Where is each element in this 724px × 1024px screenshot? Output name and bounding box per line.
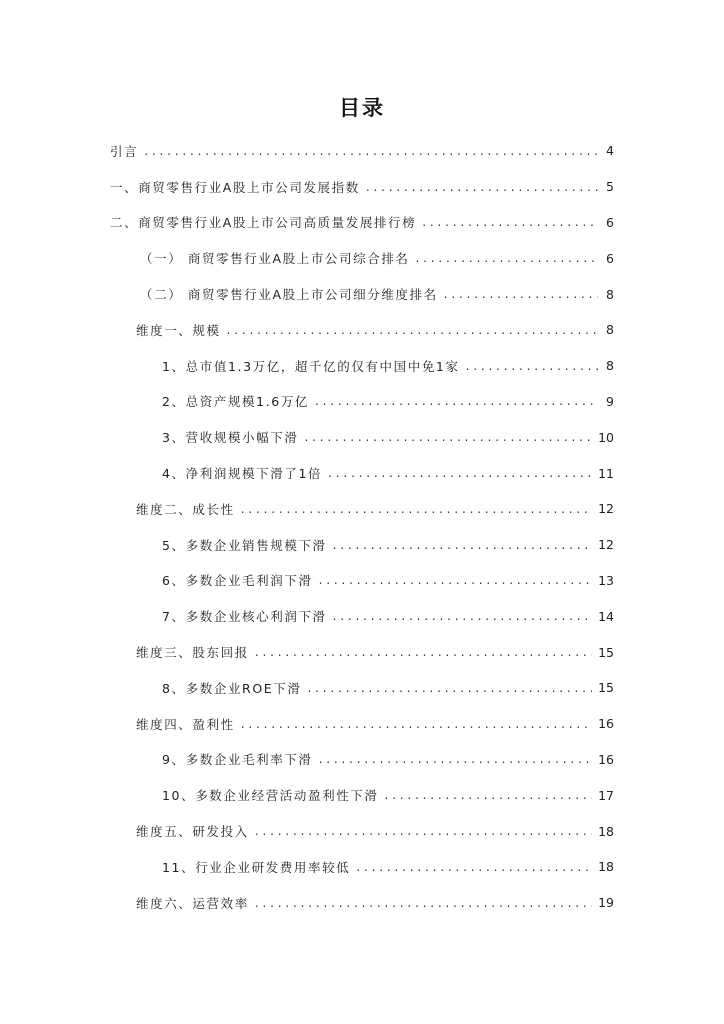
toc-page-number: 17 <box>598 787 614 803</box>
toc-entry[interactable] <box>0 563 724 599</box>
dot-leader <box>444 287 598 301</box>
toc-entry-title: 维度四、盈利性 <box>136 716 235 732</box>
dot-leader <box>241 717 592 731</box>
dot-leader <box>304 430 592 444</box>
toc-page-number: 16 <box>598 751 614 767</box>
toc-entry-title: 10、多数企业经营活动盈利性下滑 <box>162 788 379 804</box>
dot-leader <box>328 466 592 480</box>
toc-entry[interactable] <box>0 777 724 813</box>
toc-entry-title: 8、多数企业ROE下滑 <box>162 680 302 696</box>
toc-page-number: 15 <box>598 644 614 660</box>
dot-leader <box>319 752 593 766</box>
dot-leader <box>466 359 598 373</box>
toc-entry[interactable] <box>0 348 724 384</box>
toc-page-number: 8 <box>606 322 614 338</box>
toc-page-number: 8 <box>606 358 614 374</box>
toc-entry-title: 维度六、运营效率 <box>136 895 249 911</box>
toc-entry[interactable] <box>0 205 724 241</box>
dot-leader <box>307 681 592 695</box>
toc-entry-title: 4、净利润规模下滑了1倍 <box>162 466 323 482</box>
toc-page-number: 5 <box>606 179 614 195</box>
toc-entry-title: 7、多数企业核心利润下滑 <box>162 609 327 625</box>
toc-entry-title: 二、商贸零售行业A股上市公司高质量发展排行榜 <box>110 215 417 231</box>
toc-entry[interactable] <box>0 634 724 670</box>
toc-entry-title: 维度五、研发投入 <box>136 824 249 840</box>
toc-page-number: 8 <box>606 286 614 302</box>
toc-page-number: 13 <box>598 572 614 588</box>
toc-entry-title: 2、总资产规模1.6万亿 <box>162 394 310 410</box>
toc-entry[interactable] <box>0 491 724 527</box>
dot-leader <box>416 251 598 265</box>
toc-entry[interactable] <box>0 885 724 921</box>
toc-entry-title: （二） 商贸零售行业A股上市公司细分维度排名 <box>140 287 438 303</box>
toc-entry[interactable] <box>0 742 724 778</box>
toc-entry-title: （一） 商贸零售行业A股上市公司综合排名 <box>140 251 410 267</box>
toc-entry-title: 一、商贸零售行业A股上市公司发展指数 <box>110 179 360 195</box>
toc-page-number: 19 <box>598 895 614 911</box>
toc-entry-title: 3、营收规模小幅下滑 <box>162 430 299 446</box>
toc-page-number: 12 <box>598 537 614 553</box>
toc-entry-title: 1、总市值1.3万亿，超千亿的仅有中国中免1家 <box>162 358 460 374</box>
toc-entry-title: 6、多数企业毛利润下滑 <box>162 573 313 589</box>
dot-leader <box>422 215 598 229</box>
toc-entry-title: 维度一、规模 <box>136 322 221 338</box>
dot-leader <box>333 538 592 552</box>
toc-page-number: 6 <box>606 214 614 230</box>
dot-leader <box>385 788 593 802</box>
toc-entry[interactable] <box>0 384 724 420</box>
toc-entry[interactable] <box>0 133 724 169</box>
toc-entry-title: 9、多数企业毛利率下滑 <box>162 752 313 768</box>
dot-leader <box>255 645 592 659</box>
dot-leader <box>356 860 592 874</box>
dot-leader <box>255 896 592 910</box>
toc-entry-title: 维度三、股东回报 <box>136 645 249 661</box>
toc-page-number: 14 <box>598 608 614 624</box>
toc-entry[interactable] <box>0 312 724 348</box>
toc-page-number: 18 <box>598 823 614 839</box>
toc-page-number: 6 <box>606 250 614 266</box>
toc-page-number: 4 <box>606 143 614 159</box>
page-title: 目录 <box>339 96 385 120</box>
toc-entry-title: 5、多数企业销售规模下滑 <box>162 537 327 553</box>
dot-leader <box>241 502 592 516</box>
dot-leader <box>319 573 593 587</box>
toc-entry[interactable] <box>0 419 724 455</box>
dot-leader <box>366 180 598 194</box>
toc-entry[interactable] <box>0 169 724 205</box>
toc-entry[interactable] <box>0 670 724 706</box>
toc-page-number: 9 <box>606 393 614 409</box>
toc-entry-title: 维度二、成长性 <box>136 501 235 517</box>
dot-leader <box>227 323 598 337</box>
dot-leader <box>255 824 592 838</box>
toc-entry[interactable] <box>0 527 724 563</box>
toc-page-number: 15 <box>598 680 614 696</box>
toc-entry[interactable] <box>0 455 724 491</box>
toc-list <box>0 133 724 921</box>
toc-entry[interactable] <box>0 240 724 276</box>
toc-entry[interactable] <box>0 849 724 885</box>
toc-page-number: 12 <box>598 501 614 517</box>
toc-entry-title: 引言 <box>110 143 139 159</box>
toc-page-number: 10 <box>598 429 614 445</box>
dot-leader <box>144 144 598 158</box>
toc-entry[interactable] <box>0 706 724 742</box>
toc-page-number: 16 <box>598 716 614 732</box>
toc-entry-title: 11、行业企业研发费用率较低 <box>162 859 351 875</box>
toc-entry[interactable] <box>0 276 724 312</box>
toc-page-number: 18 <box>598 859 614 875</box>
toc-entry[interactable] <box>0 813 724 849</box>
toc-page-number: 11 <box>598 465 614 481</box>
dot-leader <box>315 394 598 408</box>
dot-leader <box>333 609 592 623</box>
toc-entry[interactable] <box>0 598 724 634</box>
